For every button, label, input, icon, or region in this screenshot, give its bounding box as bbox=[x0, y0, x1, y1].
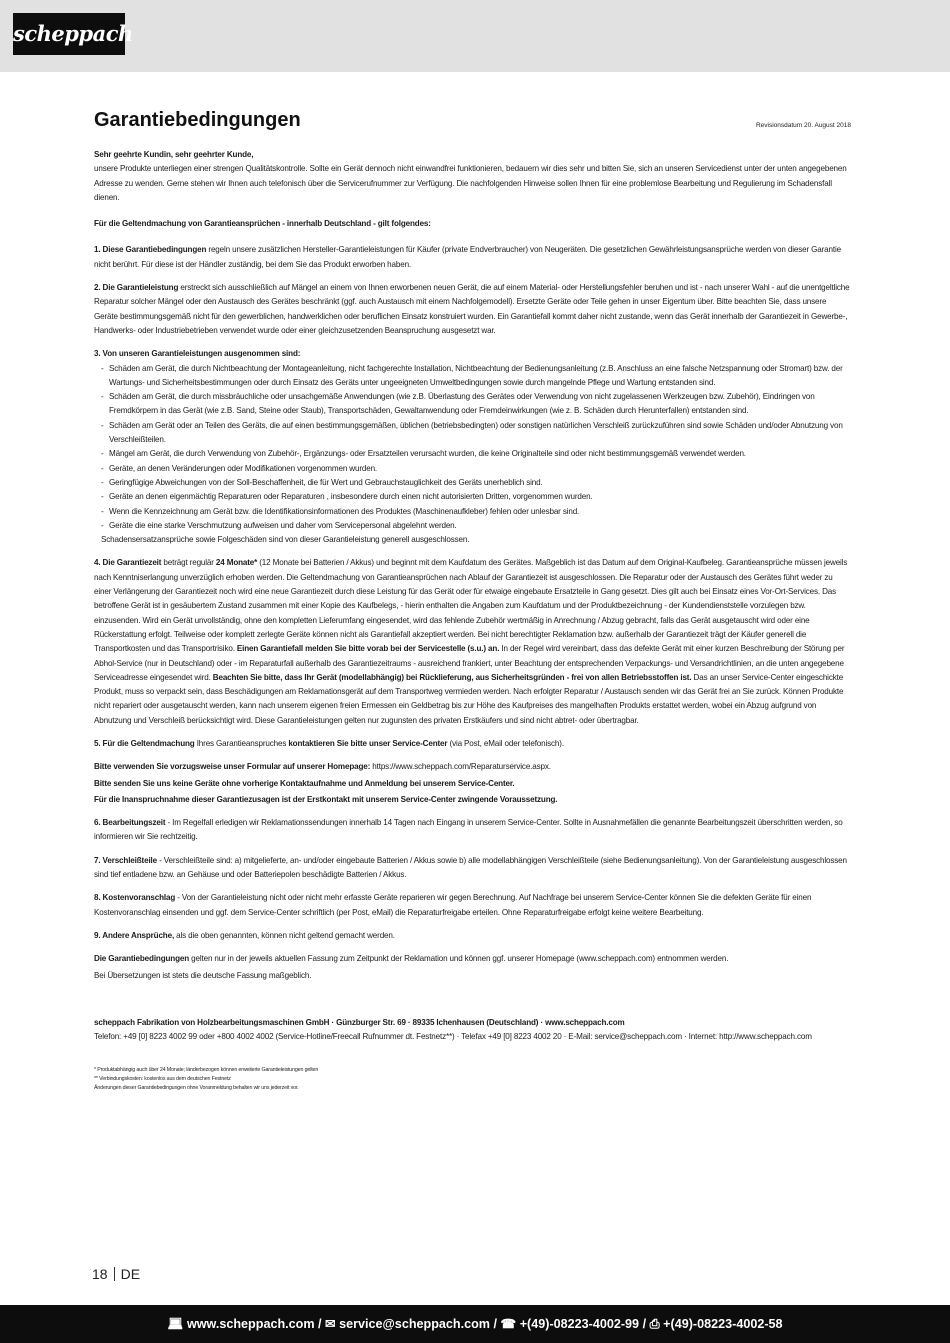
footer-email[interactable]: service@scheppach.com bbox=[339, 1317, 490, 1331]
section-4-notice-2: Beachten Sie bitte, dass Ihr Gerät (modellabhängig) bei Rücklieferung, aus Sicherheitsgründen - frei von allen Betriebsstoffen ist. bbox=[212, 672, 692, 682]
section-5 bbox=[94, 737, 851, 751]
first-contact-note: Für die Inanspruchnahme dieser Garantiezusagen ist der Erstkontakt mit unserem Service-Center zwingende Voraussetzung. bbox=[94, 794, 558, 804]
section-4-title: 4. Die Garantiezeit bbox=[94, 558, 162, 568]
section-2 bbox=[94, 281, 851, 338]
form-note bbox=[94, 760, 851, 774]
footer-separator: / bbox=[490, 1317, 501, 1331]
section-4-text-d: Das an unser Service-Center eingeschickte Produkt, muss so verpackt sein, dass Beschädigungen am Reklamationsgerät auf dem Transportweg vermieden werden. Nach erfolgter Reparatur / Austausch senden wir das Gerät frei an Sie zurück. Können Produkte nicht repariert oder ausgetauscht werden, kann nach unserem eigenen freien Ermessen ein Geldbetrag bis zur Höhe des Kaufpreises des mangelhaften Produkts erstattet werden, wobei ein Abzug aufgrund von Abnutzung und Verschleiß berücksichtigt wird. Diese Garantieleistungen gelten nur zugunsten des privaten Erstkäufers und sind nicht abtret- oder übertragbar. bbox=[94, 672, 844, 725]
footer-fax: +(49)-08223-4002-58 bbox=[663, 1317, 783, 1331]
section-5-title: 5. Für die Geltendmachung bbox=[94, 738, 195, 748]
section-8-title: 8. Kostenvoranschlag bbox=[94, 893, 176, 903]
section-9-title: 9. Andere Ansprüche, bbox=[94, 930, 175, 940]
section-1 bbox=[94, 243, 851, 272]
warranty-period: 24 Monate* bbox=[215, 558, 258, 568]
section-6-text: - Im Regelfall erledigen wir Reklamationssendungen innerhalb 14 Tagen nach Eingang in unserem Service-Center. Sollte in Ausnahmefällen die genannte Bearbeitungszeit überschritten werden, so informieren wir Sie rechtzeitig. bbox=[94, 818, 843, 842]
translation-note: Bei Übersetzungen ist stets die deutsche Fassung maßgeblich. bbox=[94, 970, 312, 980]
page-number-divider bbox=[114, 1267, 115, 1281]
header-band bbox=[0, 0, 950, 72]
section-7 bbox=[94, 854, 851, 883]
claim-heading: Für die Geltendmachung von Garantieansprüchen - innerhalb Deutschland - gilt folgendes: bbox=[94, 219, 431, 229]
section-5-contact: kontaktieren Sie bitte unser Service-Center bbox=[288, 738, 448, 748]
list-item: - Geringfügige Abweichungen von der Soll-Beschaffenheit, die für Wert und Gebrauchstauglichkeit des Geräts unerheblich sind. bbox=[94, 476, 851, 490]
list-item: - Mängel am Gerät, die durch Verwendung von Zubehör-, Ergänzungs- oder Ersatzteilen verursacht wurden, die keine Originalteile sind oder nicht bestimmungsgemäß verwendet werden. bbox=[94, 447, 851, 461]
section-7-title: 7. Verschleißteile bbox=[94, 855, 157, 865]
scheppach-logo: scheppach bbox=[13, 13, 125, 55]
exclusions-list bbox=[94, 362, 851, 534]
footer-website[interactable]: www.scheppach.com bbox=[186, 1317, 315, 1331]
footer-separator: / bbox=[639, 1317, 650, 1331]
mail-icon: ✉︎ bbox=[325, 1317, 336, 1331]
section-4-text-b: (12 Monate bei Batterien / Akkus) und beginnt mit dem Kaufdatum des Gerätes. Maßgeblich ist das Datum auf dem Original-Kaufbeleg. Garantieansprüche müssen jeweils nach Kenntniserlangung unverzüglich erhoben werden. Die Geltendmachung von Garantieansprüchen nach Ablauf der Garantiezeit ist ausgeschlossen. Die Reparatur oder der Austausch des Gerätes führt weder zu einer Verlängerung der Garantiezeit noch wird eine neue Garantiezeit durch diese Leistung für das Gerät oder für etwaige eingebaute Ersatzteile in Gang gesetzt. Dies gilt auch bei Einsatz eines Vor-Ort-Services. Das betroffene Gerät ist in gesäubertem Zustand zusammen mit einer Kopie des Kaufbelegs, - hierin enthalten die Angaben zum Kaufdatum und der Produktbezeichnung - der Kundendienststelle vorzulegen bzw. einzusenden. Wird ein Gerät unvollständig, ohne den kompletten Lieferumfang eingesendet, wird das fehlende Zubehör wertmäßig in Anrechnung / Abzug gebracht, falls das Gerät ausgetauscht wird oder eine Rückerstattung erfolgt. Teilweise oder komplett zerlegte Geräte können nicht als Garantiefall akzeptiert werden. Bei nicht berechtigter Reklamation bzw. außerhalb der Garantiezeit trägt der Käufer generell die Transportkosten und das Transportrisiko. bbox=[94, 558, 848, 654]
page-number bbox=[92, 1266, 140, 1282]
repair-service-link[interactable]: https://www.scheppach.com/Reparaturservice.aspx. bbox=[370, 762, 551, 772]
list-item: - Schäden am Gerät, die durch Nichtbeachtung der Montageanleitung, nicht fachgerechte Installation, Nichtbeachtung der Bedienungsanleitung (z.B. Anschluss an eine falsche Netzspannung oder Stromart) bzw. der Wartungs- und Sicherheitsbestimmungen oder durch Einsatz des Geräts unter ungeeigneten Umweltbedingungen sowie durch mangelnde Pflege und Wartung entstanden sind. bbox=[94, 362, 851, 391]
validity-note bbox=[94, 952, 851, 966]
page-number-value: 18 bbox=[92, 1266, 108, 1282]
list-item: - Schäden am Gerät, die durch missbräuchliche oder unsachgemäße Anwendungen (wie z.B. Überlastung des Gerätes oder Verwendung von nicht zugelassenen Werkzeugen bzw. Zubehör), Eindringen von Fremdkörpern in das Gerät (wie z.B. Sand, Steine oder Staub), Transportschäden, Gewaltanwendung oder Fremdeinwirkungen (wie z. B. Schäden durch Herunterfallen) entstanden sind. bbox=[94, 390, 851, 419]
section-5-text-b: (via Post, eMail oder telefonisch). bbox=[447, 738, 564, 748]
section-7-text: - Verschleißteile sind: a) mitgelieferte, an- und/oder eingebaute Batterien / Akkus sowie b) alle modellabhängigen Verschleißteile (siehe Bedienungsanleitung). Von der Garantieleistung ausgeschlossen sind tief entladene bzw. an Gehäuse und oder Batteriepolen beschädigte Batterien / Akkus. bbox=[94, 855, 847, 880]
company-address: scheppach Fabrikation von Holzbearbeitungsmaschinen GmbH · Günzburger Str. 69 · 89335 Ichenhausen (Deutschland) · www.scheppach.com bbox=[94, 1017, 625, 1027]
section-8 bbox=[94, 891, 851, 920]
warranty-terms bbox=[94, 148, 851, 1092]
section-2-title: 2. Die Garantieleistung bbox=[94, 283, 179, 293]
salutation: Sehr geehrte Kundin, sehr geehrter Kunde, bbox=[94, 150, 254, 159]
list-item: - Wenn die Kennzeichnung am Gerät bzw. die Identifikationsinformationen des Produktes (Maschinenaufkleber) fehlen oder unlesbar sind. bbox=[94, 505, 851, 519]
section-1-text: regeln unsere zusätzlichen Hersteller-Garantieleistungen für Käufer (private Endverbraucher) von Neugeräten. Die gesetzlichen Gewährleistungsansprüche werden von dieser Garantie nicht berührt. Für diese ist der Händler zuständig, bei dem Sie das Produkt erworben haben. bbox=[94, 245, 841, 269]
footer-bar bbox=[0, 1305, 950, 1343]
section-4-text-c: In der Regel wird vereinbart, dass das defekte Gerät mit einer kurzen Beschreibung der Störung per Abhol-Service (nur in Deutschland) oder - im Reparaturfall außerhalb des Garantiezeitraums - ausreichend frankiert, unter Beachtung der entsprechenden Verpackungs- und Versandrichtlinien, an die unten angegebene Serviceadresse eingesendet wird. bbox=[94, 644, 845, 682]
validity-title: Die Garantiebedingungen bbox=[94, 954, 190, 964]
footnote: ** Verbindungskosten: kostenlos aus dem deutschen Festnetz bbox=[94, 1076, 231, 1083]
page-title: Garantiebedingungen bbox=[94, 109, 301, 131]
list-item: - Geräte die eine starke Verschmutzung aufweisen und daher vom Servicepersonal abgelehnt werden. bbox=[94, 519, 851, 533]
list-item: - Geräte, an denen Veränderungen oder Modifikationen vorgenommen wurden. bbox=[94, 462, 851, 476]
footnote: * Produktabhängig auch über 24 Monate; länderbezogen können erweiterte Garantieleistungen gelten bbox=[94, 1067, 319, 1074]
no-send-note: Bitte senden Sie uns keine Geräte ohne vorherige Kontaktaufnahme und Anmeldung bei unserem Service-Center. bbox=[94, 778, 515, 788]
footnotes bbox=[94, 1066, 851, 1092]
validity-text: gelten nur in der jeweils aktuellen Fassung zum Zeitpunkt der Reklamation und können ggf. unserer Homepage (www.scheppach.com) entnommen werden. bbox=[189, 954, 729, 964]
footer-phone[interactable]: +(49)-08223-4002-99 bbox=[519, 1317, 640, 1331]
revision-date: Revisionsdatum 20. August 2018 bbox=[755, 122, 851, 129]
section-6 bbox=[94, 816, 851, 845]
footer-separator: / bbox=[314, 1317, 326, 1331]
section-9 bbox=[94, 929, 851, 943]
section-1-title: 1. Diese Garantiebedingungen bbox=[94, 245, 207, 255]
list-item: - Geräte an denen eigenmächtig Reparaturen oder Reparaturen , insbesondere durch einen nicht autorisierten Dritten, vorgenommen wurden. bbox=[94, 490, 851, 504]
section-8-text: - Von der Garantieleistung nicht oder nicht mehr erfasste Geräte reparieren wir gegen Berechnung. Auf Nachfrage bei unserem Service-Center können Sie die defekten Geräte für einen Kostenvoranschlag einsenden und ggf. dem Service-Center schriftlich (per Post, eMail) die Reparaturfreigabe erteilen. Ohne Reparaturfreigabe erfolgt keine weitere Bearbeitung. bbox=[94, 893, 812, 917]
intro-paragraph: unsere Produkte unterliegen einer strengen Qualitätskontrolle. Sollte ein Gerät dennoch nicht einwandfrei funktionieren, bedauern wir dies sehr und bitten Sie, sich an unseren Servicedienst unter der unten angegebenen Adresse zu wenden. Gerne stehen wir Ihnen auch telefonisch über die Servicerufnummer zur Verfügung. Die nachfolgenden Hinweise sollen Ihnen für eine problemlose Bearbeitung und Regulierung im Schadensfall dienen. bbox=[94, 164, 847, 202]
form-note-label: Bitte verwenden Sie vorzugsweise unser Formular auf unserer Homepage: bbox=[94, 762, 371, 772]
section-3-tail: Schadensersatzansprüche sowie Folgeschäden sind von dieser Garantieleistung generell ausgeschlossen. bbox=[101, 535, 470, 545]
section-2-text: erstreckt sich ausschließlich auf Mängel an einem von Ihnen erworbenen neuen Gerät, die auf einem Material- oder Herstellungsfehler beruhen und ist - nach unserer Wahl - auf die unentgeltliche Reparatur solcher Mängel oder den Austausch des Gerätes beschränkt (ggf. auch Austausch mit einem Nachfolgemodell). Ersetzte Geräte oder Teile gehen in unser Eigentum über. Bitte beachten Sie, dass unsere Geräte bestimmungsgemäß nicht für den gewerblichen, handwerklichen oder beruflichen Einsatz konstruiert wurden. Ein Garantiefall kommt daher nicht zustande, wenn das Gerät innerhalb der Garantiezeit in Gewerbe-, Handwerks- oder Industriebetrieben verwendet wurde oder einer gleichzusetzenden Beanspruchung ausgesetzt war. bbox=[94, 283, 850, 335]
section-3-title: 3. Von unseren Garantieleistungen ausgenommen sind: bbox=[94, 349, 301, 359]
section-4 bbox=[94, 556, 851, 728]
section-4-text-a: beträgt regulär bbox=[161, 558, 216, 568]
contact-line: Telefon: +49 [0] 8223 4002 99 oder +800 4002 4002 (Service-Hotline/Freecall Rufnummer dt. Festnetz**) · Telefax +49 [0] 8223 4002 20 · E-Mail: service@scheppach.com · Internet: http://www.scheppach.com bbox=[94, 1032, 812, 1042]
section-5-text-a: Ihres Garantieanspruches bbox=[194, 738, 289, 748]
phone-icon: ☎︎ bbox=[500, 1317, 517, 1331]
section-4-notice-1: Einen Garantiefall melden Sie bitte vorab bei der Servicestelle (s.u.) an. bbox=[236, 644, 500, 654]
section-9-text: als die oben genannten, können nicht geltend gemacht werden. bbox=[174, 930, 395, 940]
list-item: - Schäden am Gerät oder an Teilen des Geräts, die auf einen bestimmungsgemäßen, üblichen (betriebsbedingten) oder sonstigen natürlichen Verschleiß zurückzuführen sind sowie Schäden und/oder Abnutzung von Verschleißteilen. bbox=[94, 419, 851, 448]
fax-icon: ⎙︎ bbox=[649, 1317, 660, 1331]
section-6-title: 6. Bearbeitungszeit bbox=[94, 818, 166, 828]
computer-icon: 💻︎ bbox=[167, 1317, 184, 1331]
page-language: DE bbox=[120, 1266, 141, 1282]
footnote: Änderungen dieser Garantiebedingungen ohne Voranmeldung behalten wir uns jederzeit vor. bbox=[94, 1084, 299, 1091]
